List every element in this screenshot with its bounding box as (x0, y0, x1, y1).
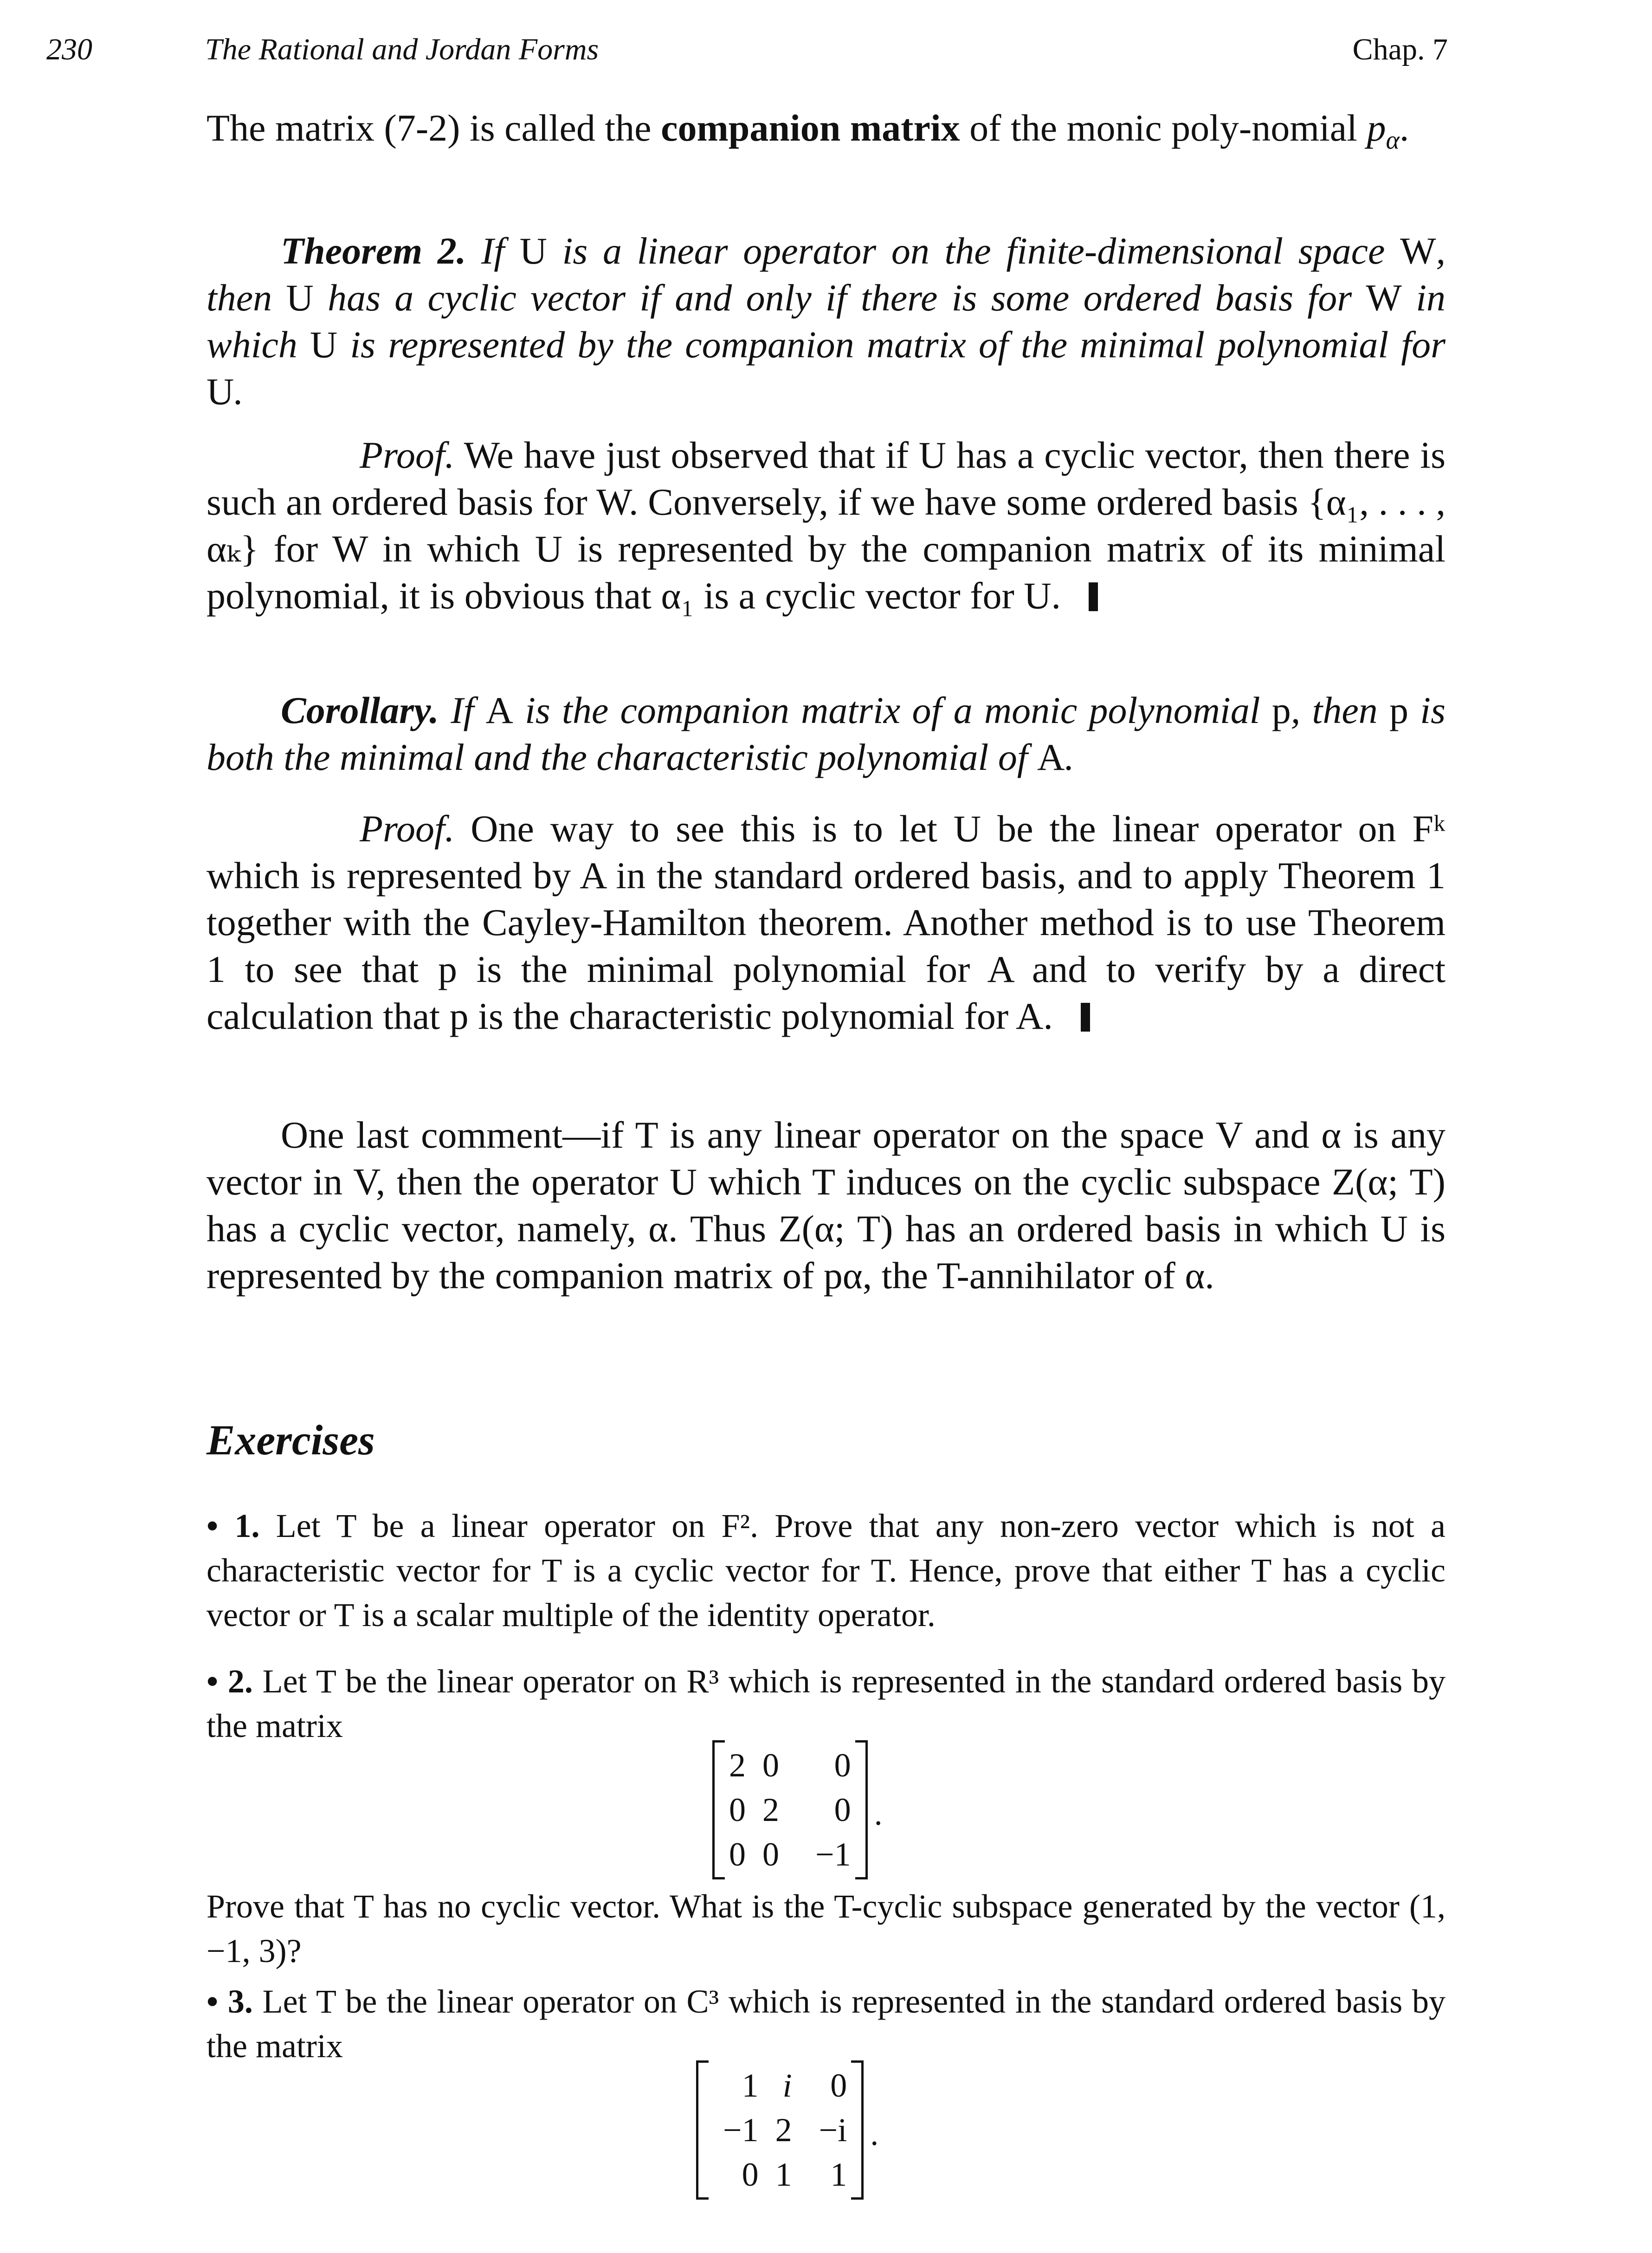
matrix-exercise-2: 2 0 0 0 2 0 0 0 −1 . (712, 1740, 868, 1891)
matrix-exercise-3: 1 i 0 −1 2 −i 0 1 1 . (696, 2060, 864, 2211)
proof-theorem-2: Proof. We have just observed that if U has a cyclic vector, then there is such an ordered basis for W. Conversely, if we have some ordered basis {α₁, . . . , αₖ} for W in which U is represented by the companion matrix of its minimal polynomial, it is obvious that α₁ is a cyclic vector for U. (206, 434, 1446, 617)
corollary: Corollary. If A is the companion matrix of a monic polynomial p, then p is both the minimal and the characteristic polynomial of A. (206, 689, 1446, 778)
theorem-label: Theorem 2. (281, 230, 466, 272)
exercise-1: • 1. Let T be a linear operator on F². Prove that any non-zero vector which is not a characteristic vector for T is a cyclic vector for T. Hence, prove that either T has a cyclic vector or T is a scalar multiple of the identity operator. (206, 1507, 1446, 1633)
page-number: 230 (46, 32, 92, 66)
proof-label: Proof. (360, 807, 455, 850)
corollary-label: Corollary. (281, 689, 439, 731)
theorem-2: Theorem 2. If U is a linear operator on the finite-dimensional space W, then U has a cyclic vector if and only if there is some ordered basis for W in which U is represented by the companion matrix of the minimal polynomial for U. (206, 230, 1446, 413)
exercise-3: • 3. Let T be the linear operator on C³ which is represented in the standard ordered basis by the matrix (206, 1983, 1446, 2065)
paragraph-last-comment: One last comment—if T is any linear operator on the space V and α is any vector in V, then the operator U which T induces on the cyclic subspace Z(α; T) has a cyclic vector, namely, α. Thus Z(α; T) has an ordered basis in which U is represented by the companion matrix of pα, the T-annihilator of α. (206, 1114, 1446, 1297)
exercises-heading: Exercises (206, 1416, 375, 1464)
exercise-number: • 2. (206, 1663, 253, 1700)
exercise-2: • 2. Let T be the linear operator on R³ which is represented in the standard ordered basis by the matrix (206, 1663, 1446, 1744)
running-title: The Rational and Jordan Forms (205, 32, 599, 66)
chapter-label: Chap. 7 (1352, 32, 1448, 66)
proof-corollary: Proof. One way to see this is to let U be the linear operator on Fᵏ which is represented by A in the standard ordered basis, and to apply Theorem 1 together with the Cayley-Hamilton theorem. Another method is to use Theorem 1 to see that p is the minimal polynomial for A and to verify by a direct calculation that p is the characteristic polynomial for A. (206, 807, 1446, 1037)
exercise-number: • 1. (206, 1507, 260, 1544)
end-of-proof-mark (1089, 582, 1098, 611)
running-header (46, 29, 1448, 71)
term-companion-matrix: companion matrix (661, 107, 960, 149)
paragraph-companion-matrix: The matrix (7-2) is called the companion matrix of the monic poly-nomial $p_\alpha$. (206, 107, 1409, 155)
end-of-proof-mark (1081, 1003, 1090, 1032)
exercise-2-followup: Prove that T has no cyclic vector. What is the T-cyclic subspace generated by the vector (1, −1, 3)? (206, 1888, 1446, 1969)
exercise-number: • 3. (206, 1983, 253, 2020)
proof-label: Proof. (360, 434, 455, 476)
